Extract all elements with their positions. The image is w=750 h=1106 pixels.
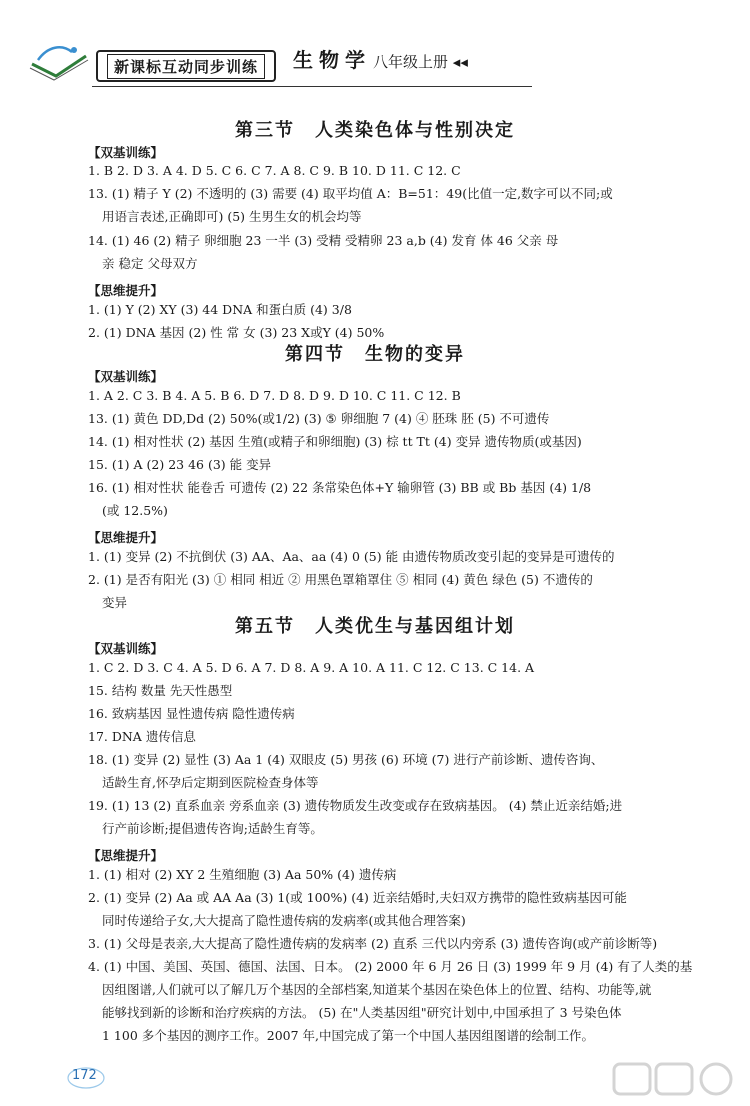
answer-line: 1. A 2. C 3. B 4. A 5. B 6. D 7. D 8. D 9. D 10. C 11. C 12. B (88, 388, 461, 403)
answer-line: 因组图谱,人们就可以了解几万个基因的全部档案,知道某个基因在染色体上的位置、结构、功能等,就 (102, 982, 652, 997)
answer-line: 变异 (102, 595, 128, 610)
answer-line: 1. C 2. D 3. C 4. A 5. D 6. A 7. D 8. A 9. A 10. A 11. C 12. C 13. C 14. A (88, 660, 535, 675)
double-arrow-icon: ◂◂ (452, 53, 468, 71)
grade-label: 八年级上册 ◂◂ (373, 53, 468, 71)
answer-line: 19. (1) 13 (2) 直系血亲 旁系血亲 (3) 遗传物质发生改变或存在致病基因。 (4) 禁止近亲结婚;进 (88, 798, 623, 813)
answer-line: 适龄生育,怀孕后定期到医院检查身体等 (102, 775, 319, 790)
answer-line: 1 100 多个基因的测序工作。2007 年,中国完成了第一个中国人基因组图谱的绘制工作。 (102, 1028, 595, 1043)
answer-line: 用语言表述,正确即可) (5) 生男生女的机会均等 (102, 209, 362, 224)
answer-line: 17. DNA 遗传信息 (88, 729, 196, 744)
answer-line: 14. (1) 46 (2) 精子 卵细胞 23 一半 (3) 受精 受精卵 23 a,b (4) 发育 体 46 父亲 母 (88, 233, 559, 248)
group-label: 【思维提升】 (88, 283, 164, 298)
answer-line: 14. (1) 相对性状 (2) 基因 生殖(或精子和卵细胞) (3) 棕 tt Tt (4) 变异 遗传物质(或基因) (88, 434, 582, 449)
answer-line: 行产前诊断;提倡遗传咨询;适龄生育等。 (102, 821, 323, 836)
group-label: 【双基训练】 (88, 641, 164, 656)
answer-line: 能够找到新的诊断和治疗疾病的方法。 (5) 在"人类基因组"研究计划中,中国承担了 3 号染色体 (102, 1005, 622, 1020)
page-header (0, 0, 750, 95)
answer-line: 亲 稳定 父母双方 (102, 256, 198, 271)
answer-line: 1. (1) Y (2) XY (3) 44 DNA 和蛋白质 (4) 3/8 (88, 302, 352, 317)
answer-line: 1. (1) 变异 (2) 不抗倒伏 (3) AA、Aa、aa (4) 0 (5) 能 由遗传物质改变引起的变异是可遗传的 (88, 549, 615, 564)
subject-title: 生物学 (293, 48, 371, 72)
series-title: 新课标互动同步训练 (107, 54, 265, 79)
answer-line: 4. (1) 中国、美国、英国、德国、法国、日本。 (2) 2000 年 6 月 26 日 (3) 1999 年 9 月 (4) 有了人类的基 (88, 959, 693, 974)
answer-line: 同时传递给子女,大大提高了隐性遗传病的发病率(或其他合理答案) (102, 913, 466, 928)
answer-line: 15. (1) A (2) 23 46 (3) 能 变异 (88, 457, 272, 472)
answer-line: 2. (1) 变异 (2) Aa 或 AA Aa (3) 1(或 100%) (4) 近亲结婚时,夫妇双方携带的隐性致病基因可能 (88, 890, 627, 905)
answer-line: 2. (1) 是否有阳光 (3) ① 相同 相近 ② 用黑色罩箱罩住 ⑤ 相同 (4) 黄色 绿色 (5) 不遗传的 (88, 572, 593, 587)
answer-line: 13. (1) 黄色 DD,Dd (2) 50%(或1/2) (3) ⑤ 卵细胞 7 (4) ④ 胚珠 胚 (5) 不可遗传 (88, 411, 550, 426)
section-title: 第五节 人类优生与基因组计划 (235, 616, 515, 637)
header-divider (92, 86, 532, 87)
series-title-box (96, 50, 276, 82)
group-label: 【思维提升】 (88, 848, 164, 863)
answer-line: (或 12.5%) (102, 503, 168, 518)
watermark-icon (612, 1060, 742, 1104)
answer-line: 18. (1) 变异 (2) 显性 (3) Aa 1 (4) 双眼皮 (5) 男孩 (6) 环境 (7) 进行产前诊断、遗传咨询、 (88, 752, 604, 767)
group-label: 【双基训练】 (88, 369, 164, 384)
answer-line: 1. B 2. D 3. A 4. D 5. C 6. C 7. A 8. C 9. B 10. D 11. C 12. C (88, 163, 461, 178)
answer-line: 13. (1) 精子 Y (2) 不透明的 (3) 需要 (4) 取平均值 A：B=51：49(比值一定,数字可以不同;或 (88, 186, 613, 201)
answer-line: 15. 结构 数量 先天性愚型 (88, 683, 233, 698)
section-title: 第三节 人类染色体与性别决定 (235, 120, 515, 141)
answer-line: 2. (1) DNA 基因 (2) 性 常 女 (3) 23 X或Y (4) 50% (88, 325, 385, 340)
answer-line: 1. (1) 相对 (2) XY 2 生殖细胞 (3) Aa 50% (4) 遗传病 (88, 867, 397, 882)
section-title: 第四节 生物的变异 (285, 344, 465, 365)
answer-line: 16. 致病基因 显性遗传病 隐性遗传病 (88, 706, 295, 721)
answer-line: 3. (1) 父母是表亲,大大提高了隐性遗传病的发病率 (2) 直系 三代以内旁系 (3) 遗传咨询(或产前诊断等) (88, 936, 658, 951)
page-number: 172 (66, 1064, 106, 1090)
group-label: 【双基训练】 (88, 145, 164, 160)
answer-line: 16. (1) 相对性状 能卷舌 可遗传 (2) 22 条常染色体+Y 输卵管 (3) BB 或 Bb 基因 (4) 1/8 (88, 480, 592, 495)
book-logo-icon (28, 42, 90, 82)
group-label: 【思维提升】 (88, 530, 164, 545)
